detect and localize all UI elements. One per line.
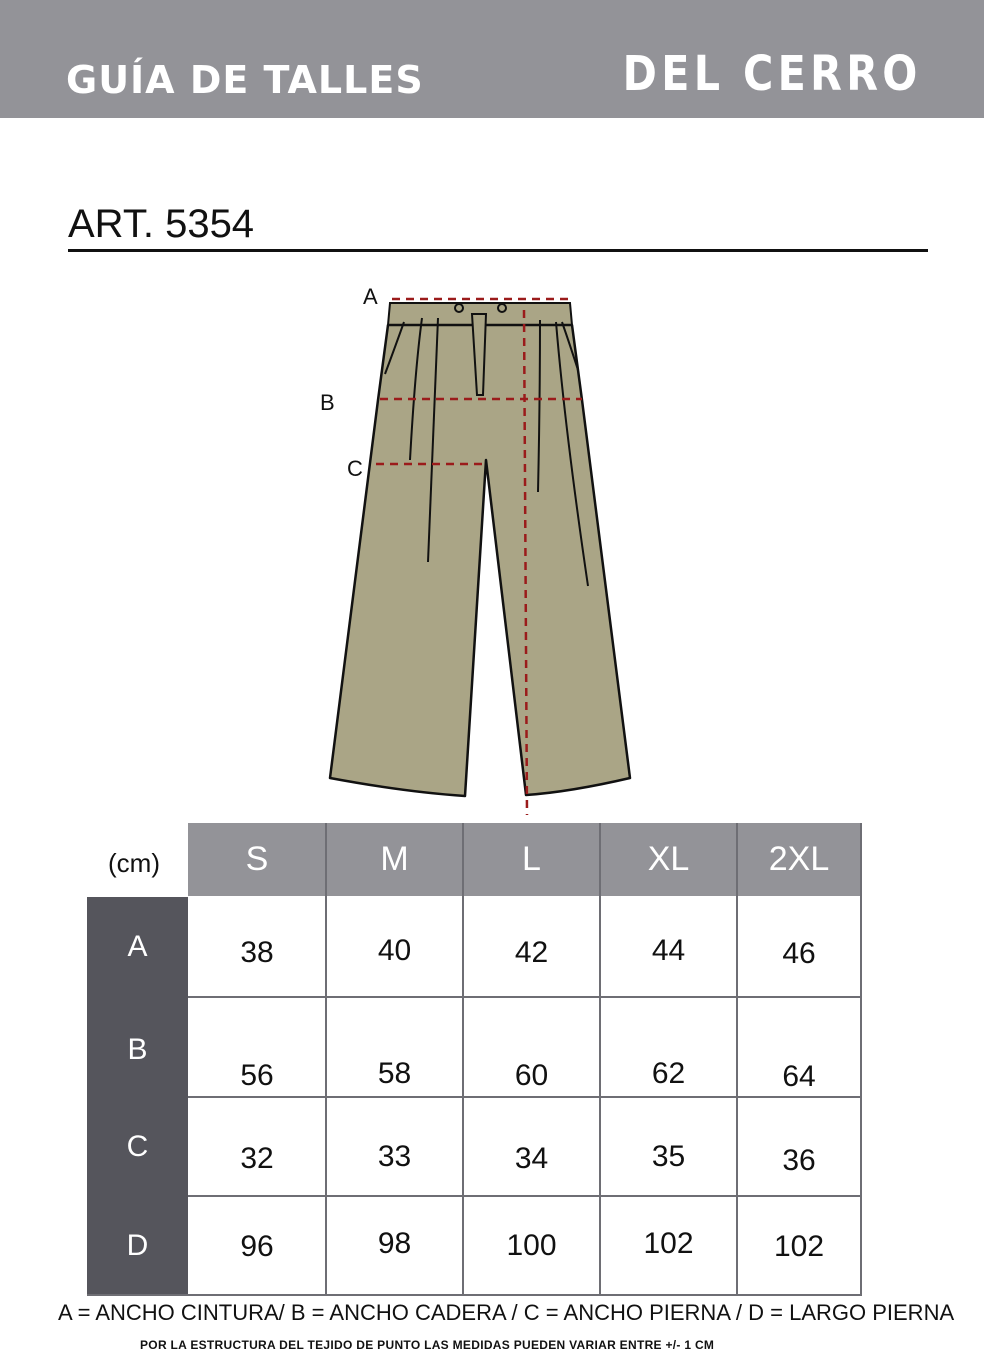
grid-line	[462, 823, 464, 1296]
size-header-s: S	[188, 823, 326, 896]
cell-c-2xl: 36	[782, 1143, 816, 1177]
cell-a-2xl: 46	[782, 937, 816, 970]
article-title: ART. 5354	[68, 202, 255, 246]
pants-illustration	[300, 270, 660, 830]
unit-label: (cm)	[108, 848, 160, 878]
grid-line	[325, 823, 327, 1296]
grid-line	[188, 1096, 862, 1098]
cell-a-s: 38	[240, 936, 274, 969]
cell-a-m: 40	[377, 934, 412, 967]
button-right	[498, 304, 506, 312]
grid-line	[599, 823, 601, 1296]
cell-b-s: 56	[240, 1059, 274, 1092]
size-header-l: L	[463, 823, 600, 896]
row-header-b: B	[87, 997, 188, 1097]
page-title: GUÍA DE TALLES	[66, 58, 424, 102]
cell-d-s: 96	[240, 1230, 274, 1263]
cell-c-m: 33	[377, 1139, 412, 1173]
grid-line	[860, 823, 862, 1296]
grid-line	[87, 1294, 862, 1296]
cell-d-2xl: 102	[773, 1230, 825, 1263]
cell-c-l: 34	[514, 1141, 549, 1175]
cell-b-xl: 62	[651, 1057, 686, 1090]
pants-diagram	[300, 270, 660, 830]
dim-label-c: C	[347, 456, 363, 481]
cell-d-l: 100	[506, 1229, 557, 1262]
cell-a-l: 42	[514, 936, 549, 969]
cell-b-2xl: 64	[782, 1060, 816, 1093]
cell-d-m: 98	[377, 1227, 412, 1260]
article-divider	[68, 249, 928, 252]
tolerance-note: POR LA ESTRUCTURA DEL TEJIDO DE PUNTO LAS MEDIDAS PUEDEN VARIAR ENTRE +/- 1 CM	[140, 1338, 715, 1352]
grid-line	[188, 996, 862, 998]
row-header-a: A	[87, 897, 188, 997]
button-left	[455, 304, 463, 312]
cell-c-xl: 35	[651, 1139, 686, 1173]
cell-d-xl: 102	[643, 1227, 694, 1260]
grid-line	[736, 823, 738, 1296]
cell-b-m: 58	[377, 1057, 412, 1090]
brand-logo: DEL CERRO	[623, 46, 922, 102]
row-header-d: D	[87, 1196, 188, 1296]
measurement-legend: A = ANCHO CINTURA/ B = ANCHO CADERA / C = ANCHO PIERNA / D = LARGO PIERNA	[58, 1300, 955, 1325]
dim-label-b: B	[320, 390, 335, 415]
dim-label-a: A	[363, 284, 378, 309]
cell-c-s: 32	[240, 1141, 274, 1175]
size-header-xl: XL	[600, 823, 737, 896]
size-header-2xl: 2XL	[737, 823, 861, 896]
grid-line	[188, 1195, 862, 1197]
cell-b-l: 60	[514, 1059, 549, 1092]
size-header-m: M	[326, 823, 463, 896]
row-header-c: C	[87, 1097, 188, 1196]
header-band	[0, 0, 984, 118]
cell-a-xl: 44	[651, 934, 686, 967]
